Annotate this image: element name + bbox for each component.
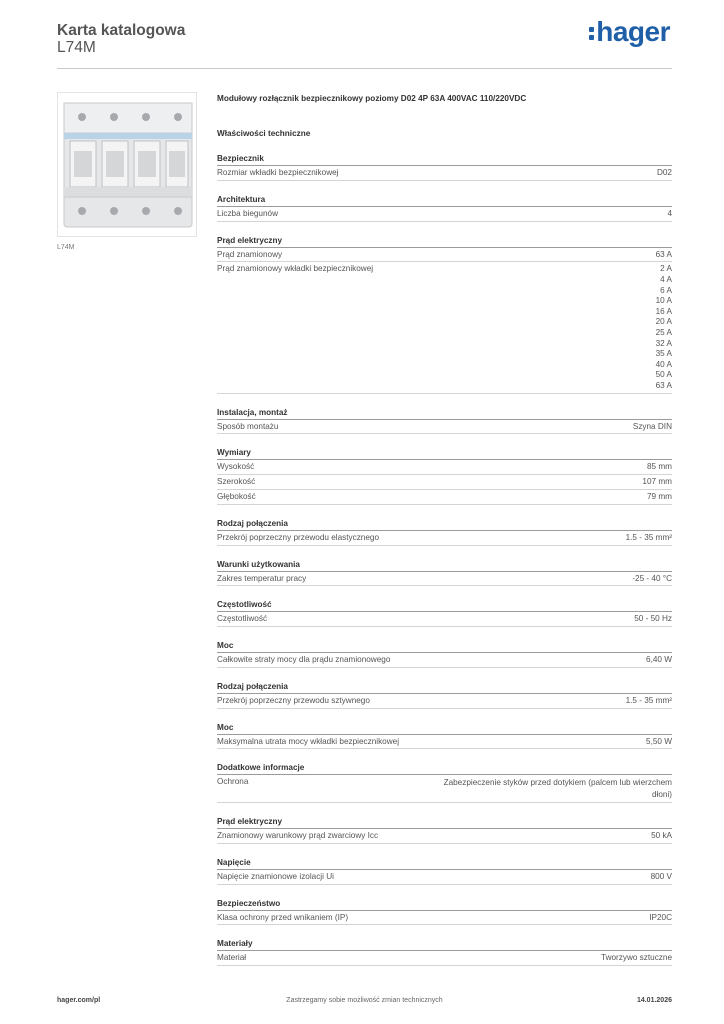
spec-row: [217, 775, 672, 803]
spec-group-title: Architektura: [217, 195, 672, 207]
page-footer: [57, 997, 672, 1011]
spec-row: [217, 612, 672, 627]
spec-group-title: Warunki użytkowania: [217, 560, 672, 572]
spec-row: [217, 166, 672, 181]
spec-group-title: Moc: [217, 641, 672, 653]
spec-label: Wysokość: [217, 462, 255, 472]
spec-group: [217, 682, 672, 709]
spec-row: [217, 870, 672, 885]
spec-label: Maksymalna utrata mocy wkładki bezpiecznikowej: [217, 736, 400, 746]
spec-value-line: 107 mm: [642, 477, 672, 487]
spec-group-title: Częstotliwość: [217, 600, 672, 612]
spec-value: [656, 250, 672, 261]
spec-row: [217, 420, 672, 435]
product-description: Modułowy rozłącznik bezpiecznikowy poziomy D02 4P 63A 400VAC 110/220VDC: [217, 94, 527, 103]
properties-heading: Właściwości techniczne: [217, 129, 311, 138]
spec-value: [601, 953, 672, 964]
spec-group: [217, 939, 672, 966]
spec-value: [646, 655, 672, 666]
spec-row: [217, 490, 672, 505]
spec-groups: [217, 154, 672, 966]
spec-value: [651, 831, 672, 842]
spec-group: [217, 817, 672, 844]
spec-value: [633, 422, 672, 433]
spec-label: Przekrój poprzeczny przewodu sztywnego: [217, 695, 370, 705]
spec-value-line: Zabezpieczenie styków przed dotykiem (palcem lub wierzchem dłoni): [443, 778, 672, 800]
spec-value-line: 50 kA: [651, 831, 672, 841]
spec-value: [651, 872, 672, 883]
spec-group: [217, 236, 672, 394]
footer-date: 14.01.2026: [636, 997, 672, 1004]
spec-value-line: 4: [667, 208, 672, 218]
spec-row: [217, 248, 672, 263]
spec-value-line: 1.5 - 35 mm²: [625, 532, 672, 542]
spec-value-line: 5,50 W: [646, 736, 672, 746]
spec-value-line: 800 V: [650, 871, 672, 881]
spec-group: [217, 763, 672, 803]
spec-value-line: 35 A: [655, 349, 672, 359]
spec-value-line: 20 A: [655, 317, 672, 327]
spec-label: Znamionowy warunkowy prąd zwarciowy Icc: [217, 831, 379, 841]
spec-value-line: 6,40 W: [646, 655, 672, 665]
spec-group-title: Bezpieczeństwo: [217, 899, 672, 911]
spec-group: [217, 858, 672, 885]
spec-value-line: 40 A: [655, 359, 672, 369]
spec-row: [217, 911, 672, 926]
spec-value-line: 4 A: [660, 274, 672, 284]
spec-group: [217, 408, 672, 435]
spec-value: [649, 913, 672, 924]
spec-group: [217, 641, 672, 668]
spec-value-line: 10 A: [655, 296, 672, 306]
spec-value-line: 79 mm: [646, 491, 672, 501]
spec-value-line: 63 A: [655, 249, 672, 259]
spec-row: [217, 829, 672, 844]
spec-label: Ochrona: [217, 777, 249, 787]
spec-group-title: Dodatkowe informacje: [217, 763, 672, 775]
spec-content: [217, 94, 672, 966]
spec-value: [626, 696, 672, 707]
spec-value: [632, 574, 672, 585]
spec-label: Zakres temperatur pracy: [217, 573, 307, 583]
spec-row: [217, 951, 672, 966]
spec-value-line: 50 - 50 Hz: [634, 614, 672, 624]
product-code: L74M: [57, 39, 96, 56]
spec-value-line: 32 A: [655, 338, 672, 348]
spec-group: [217, 899, 672, 926]
spec-value: [634, 614, 672, 625]
spec-group: [217, 723, 672, 750]
spec-group: [217, 154, 672, 181]
image-caption: L74M: [57, 244, 75, 251]
spec-value: [647, 462, 672, 473]
spec-label: Szerokość: [217, 477, 256, 487]
spec-value: [642, 477, 672, 488]
fuse-switch-illustration: [58, 93, 198, 238]
footer-website: hager.com/pl: [57, 997, 101, 1004]
hager-logo: [589, 18, 670, 46]
spec-value-line: IP20C: [649, 912, 672, 922]
spec-row: [217, 475, 672, 490]
spec-row: [217, 460, 672, 475]
logo-colon-icon: [589, 25, 595, 41]
spec-label: Klasa ochrony przed wnikaniem (IP): [217, 912, 349, 922]
header-divider: [57, 68, 672, 69]
spec-group-title: Prąd elektryczny: [217, 817, 672, 829]
spec-row: [217, 531, 672, 546]
spec-group-title: Moc: [217, 723, 672, 735]
spec-value-line: -25 - 40 °C: [632, 573, 672, 583]
spec-row: [217, 262, 672, 393]
spec-label: Liczba biegunów: [217, 208, 278, 218]
spec-group-title: Rodzaj połączenia: [217, 682, 672, 694]
spec-group: [217, 195, 672, 222]
spec-row: [217, 735, 672, 750]
spec-label: Przekrój poprzeczny przewodu elastycznego: [217, 532, 380, 542]
spec-group-title: Wymiary: [217, 448, 672, 460]
spec-group: [217, 560, 672, 587]
spec-value-line: 85 mm: [646, 462, 672, 472]
spec-value: [626, 533, 672, 544]
spec-value: [656, 264, 672, 391]
spec-row: [217, 694, 672, 709]
spec-group-title: Bezpiecznik: [217, 154, 672, 166]
logo-text: hager: [596, 16, 670, 47]
spec-label: Częstotliwość: [217, 614, 268, 624]
spec-group-title: Instalacja, montaż: [217, 408, 672, 420]
product-image: [57, 92, 197, 237]
page-header: [57, 18, 672, 68]
spec-value: [657, 168, 672, 179]
spec-value-line: 50 A: [655, 370, 672, 380]
spec-label: Sposób montażu: [217, 421, 279, 431]
spec-label: Całkowite straty mocy dla prądu znamionowego: [217, 655, 391, 665]
footer-disclaimer: Zastrzegamy sobie możliwość zmian technicznych: [286, 997, 443, 1004]
document-title: Karta katalogowa: [57, 22, 186, 39]
spec-value: [442, 777, 672, 801]
spec-value-line: 25 A: [655, 327, 672, 337]
spec-group-title: Rodzaj połączenia: [217, 519, 672, 531]
spec-group-title: Materiały: [217, 939, 672, 951]
spec-group: [217, 448, 672, 504]
spec-label: Rozmiar wkładki bezpiecznikowej: [217, 168, 339, 177]
spec-label: Napięcie znamionowe izolacji Ui: [217, 871, 334, 881]
spec-value-line: 16 A: [655, 306, 672, 316]
spec-label: Prąd znamionowy: [217, 249, 283, 259]
spec-label: Materiał: [217, 953, 247, 963]
spec-group: [217, 519, 672, 546]
spec-group-title: Napięcie: [217, 858, 672, 870]
spec-value-line: D02: [656, 168, 672, 177]
spec-row: [217, 207, 672, 222]
spec-value-line: 1.5 - 35 mm²: [625, 695, 672, 705]
spec-row: [217, 653, 672, 668]
spec-group: [217, 600, 672, 627]
spec-value: [646, 737, 672, 748]
spec-label: Prąd znamionowy wkładki bezpiecznikowej: [217, 264, 374, 274]
spec-value-line: Szyna DIN: [632, 421, 672, 431]
spec-value-line: Tworzywo sztuczne: [601, 953, 672, 963]
spec-row: [217, 572, 672, 587]
spec-value: [647, 492, 672, 503]
spec-label: Głębokość: [217, 491, 256, 501]
spec-value-line: 63 A: [655, 380, 672, 390]
spec-group-title: Prąd elektryczny: [217, 236, 672, 248]
spec-value-line: 6 A: [660, 285, 672, 295]
spec-value: [667, 209, 672, 220]
spec-value-line: 2 A: [660, 264, 672, 274]
